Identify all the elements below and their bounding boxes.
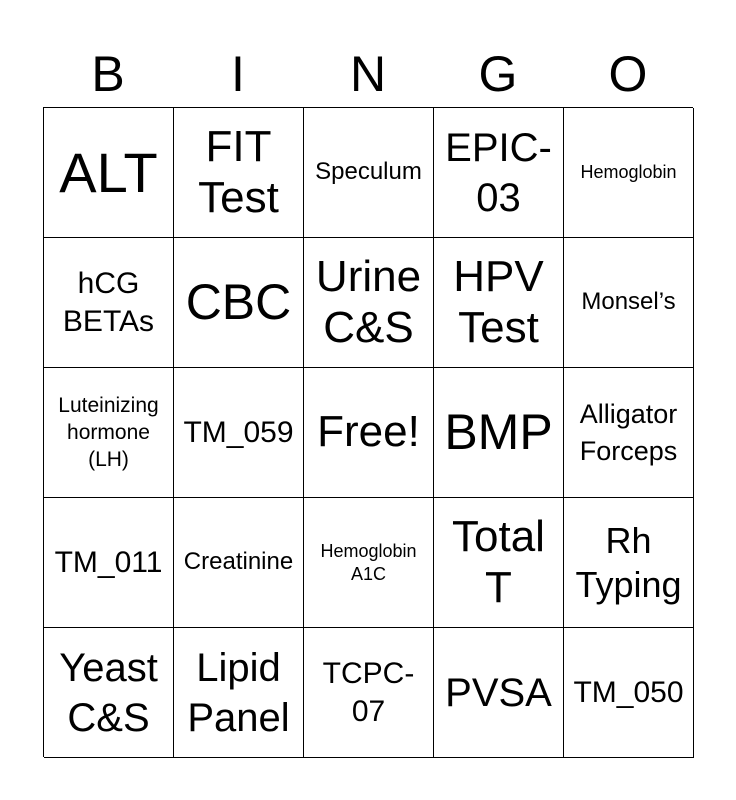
bingo-cell-r4-c1[interactable]: TM_011: [44, 498, 174, 628]
bingo-card-grid: [43, 107, 693, 757]
bingo-cell-r4-c3[interactable]: Hemoglobin A1C: [304, 498, 434, 628]
bingo-cell-r5-c4[interactable]: PVSA: [434, 628, 564, 758]
bingo-cell-r5-c1[interactable]: Yeast C&S: [44, 628, 174, 758]
bingo-cell-r3-c1[interactable]: Luteinizing hormone (LH): [44, 368, 174, 498]
header-letter-g: G: [478, 46, 518, 102]
bingo-cell-r4-c5[interactable]: Rh Typing: [564, 498, 694, 628]
bingo-cell-r4-c2[interactable]: Creatinine: [174, 498, 304, 628]
header-letter-n: N: [349, 46, 387, 102]
header-letter-o: O: [608, 46, 648, 102]
bingo-cell-r3-c4[interactable]: BMP: [434, 368, 564, 498]
bingo-cell-r3-c2[interactable]: TM_059: [174, 368, 304, 498]
bingo-cell-r1-c1[interactable]: ALT: [44, 108, 174, 238]
header-letter-i: I: [231, 46, 245, 102]
bingo-cell-r2-c1[interactable]: hCG BETAs: [44, 238, 174, 368]
bingo-cell-r2-c5[interactable]: Monsel’s: [564, 238, 694, 368]
bingo-cell-r1-c3[interactable]: Speculum: [304, 108, 434, 238]
bingo-cell-r2-c2[interactable]: CBC: [174, 238, 304, 368]
bingo-cell-r2-c4[interactable]: HPV Test: [434, 238, 564, 368]
bingo-header: [43, 40, 693, 108]
bingo-cell-r3-c3[interactable]: Free!: [304, 368, 434, 498]
bingo-cell-r4-c4[interactable]: Total T: [434, 498, 564, 628]
bingo-cell-r5-c3[interactable]: TCPC- 07: [304, 628, 434, 758]
bingo-cell-r1-c5[interactable]: Hemoglobin: [564, 108, 694, 238]
header-letter-b: B: [91, 46, 125, 102]
bingo-cell-r2-c3[interactable]: Urine C&S: [304, 238, 434, 368]
bingo-cell-r5-c5[interactable]: TM_050: [564, 628, 694, 758]
bingo-cell-r1-c2[interactable]: FIT Test: [174, 108, 304, 238]
bingo-cell-r3-c5[interactable]: Alligator Forceps: [564, 368, 694, 498]
bingo-cell-r1-c4[interactable]: EPIC- 03: [434, 108, 564, 238]
bingo-cell-r5-c2[interactable]: Lipid Panel: [174, 628, 304, 758]
